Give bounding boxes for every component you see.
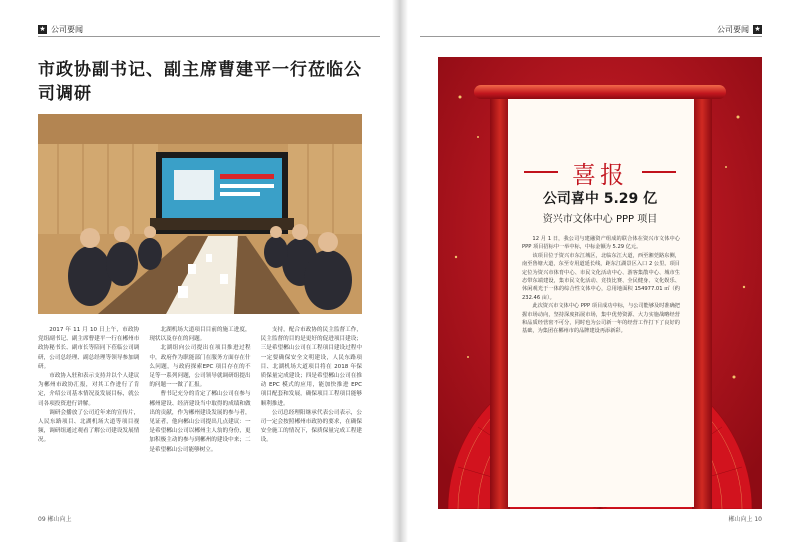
header-rule xyxy=(420,36,762,37)
good-news-poster xyxy=(438,57,762,509)
spine-shadow xyxy=(392,0,408,542)
article-column-3 xyxy=(261,326,362,506)
section-tag xyxy=(38,24,83,35)
paragraph: 北湖机场大道项目目前的施工进度，现状以及存在的问题。 xyxy=(149,327,251,343)
paragraph: 调研会播放了公司近年来的宣传片，人民东路项目、北湖机场大道等项目视频，调研组通过观看了解公司建设发展情况。 xyxy=(38,409,140,444)
article-headline: 市政协副书记、副主席曹建平一行莅临公司调研 xyxy=(38,60,362,104)
article-column-2 xyxy=(149,326,250,506)
good-news-title: 喜报 xyxy=(572,161,628,189)
paragraph: 支持，配合市政协的民主监督工作，民主监督的目的是更好的促进项目建设；三是希望郴山公司在工程项目建设过程中一定要确保安全文明建设，人民东路项目、北湖机场大道项目将在 2018 年保质保量完成建设；四是希望郴山公司在推动 EPC 模式的应用，能加快推进 EPC 项目配套和发展，确保项目工程项目能够顺利推进。 xyxy=(260,327,362,407)
news-subheadline: 资兴市文体中心 PPP 项目 xyxy=(542,214,658,225)
meeting-photo xyxy=(38,114,362,314)
right-page xyxy=(400,0,800,542)
paragraph: 市政协入驻和表示支持并以个人建议为郴州市政协汇报，对其工作进行了肯定，介绍公司基本情况及发展目标，就公司各项投资进行讲解。 xyxy=(38,373,140,407)
title-dash-right xyxy=(642,171,676,173)
news-headline: 公司喜中 5.29 亿 xyxy=(542,191,658,207)
page-number: 09 郴山向上 xyxy=(38,516,72,523)
section-tag-label: 公司要闻 xyxy=(51,25,83,34)
article-column-1 xyxy=(38,326,139,506)
section-tag xyxy=(717,24,762,35)
header-rule xyxy=(38,36,380,37)
page-number: 郴山向上 10 xyxy=(728,516,762,523)
paragraph: 2017 年 11 月 10 日上午，市政协党组副书记、副主席曹建平一行在郴州市政协秘书长、副市长等陪同下莅临公司调研，公司总经理、副总经理等领导参加调研。 xyxy=(38,327,140,370)
paragraph: 曹书记充分的肯定了郴山公司在参与郴州建设、经济建设当中取得的成绩和做出的贡献，作为郴州建设发展的参与者，见证者，他向郴山公司提出几点建议：一是希望郴山公司以郴州主人翁的身份，更加积极主动的参与到郴州的建设中来；二是希望郴山公司能够树立。 xyxy=(149,391,251,453)
news-body xyxy=(522,235,680,336)
paragraph: 公司总经理阳继承代表公司表示，公司一定会按照郴州市政协的要求，在确保安全施工的情况下，保质保量完成工程建设。 xyxy=(260,409,362,444)
article-body xyxy=(38,326,362,506)
scroll-top-rod xyxy=(474,85,726,99)
paragraph: 此次资兴市文体中心 PPP 项目成功中标，与公司能够及时准确把握市场动向，坚持深度拓展市场，集中优势资源、大力实施战略经营和品质经营密不可分，同时也为公司新一年的经营工作打下了良好的基础，为集团在郴州市的品牌建设再添新彩。 xyxy=(522,303,680,335)
section-tag-label: 公司要闻 xyxy=(717,25,749,34)
paragraph: 该项目位于资兴市东江城区，北临东江大道，西至湘莞路东侧，南至鲁塘大道，东至专用道延长线，距东江湖景区入口 2 公里。项目定位为资兴市体育中心、市民文化活动中心、游客集散中心、城市生态带东端建设，集市民文化活动、竞技比赛、全民健身、文化娱乐、休闲观光于一体的综合性文体中心，总用地面积 154977.01 ㎡（约 232.46 亩）。 xyxy=(522,252,680,301)
meeting-photo-illustration xyxy=(38,114,362,314)
star-icon: ★ xyxy=(39,25,46,33)
paragraph: 12 月 1 日，我公司与建融资产组成的联合体在资兴市文体中心 PPP 项目招标中一举中标，中标金额为 5.29 亿元。 xyxy=(522,236,680,251)
star-icon: ★ xyxy=(754,25,761,33)
paragraph: 北湖组向公司提出在项目推进过程中，政府作为职能部门在服务方面存在什么问题，与政府探索EPC 项目存在的不足等一系列问题，公司领导就调研组提出的问题一一做了汇报。 xyxy=(149,345,251,389)
